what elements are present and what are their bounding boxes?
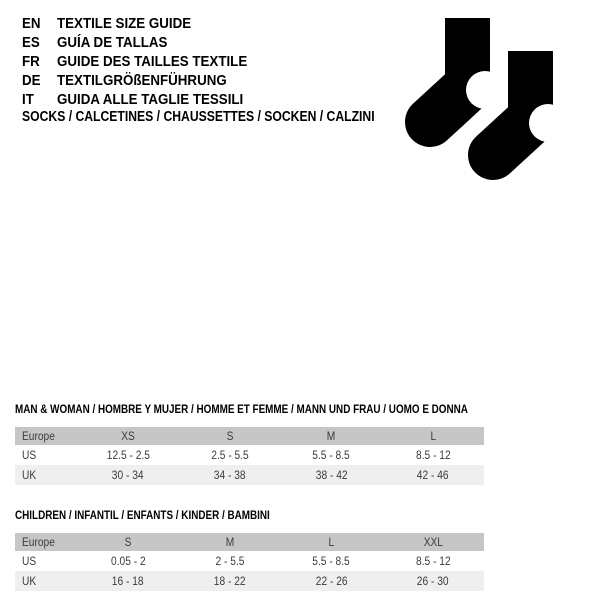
language-code: EN [22, 15, 41, 32]
row-label: US [22, 448, 37, 462]
size-value: 5.5 - 8.5 [312, 448, 351, 462]
column-header-size: M [281, 427, 383, 445]
size-value: 26 - 30 [417, 574, 449, 588]
language-code: ES [22, 34, 40, 51]
language-label: GUIDE DES TAILLES TEXTILE [57, 53, 248, 70]
size-row-us [15, 551, 484, 571]
column-header-size: M [179, 533, 281, 551]
size-table-adults [15, 427, 484, 485]
sock-back [430, 18, 504, 122]
socks-icon [390, 0, 600, 190]
size-header-row [15, 533, 484, 551]
language-row-it [22, 90, 264, 109]
size-row-uk [15, 465, 484, 485]
size-value: 18 - 22 [213, 574, 246, 588]
size-value: 8.5 - 12 [415, 448, 451, 462]
size-row-us [15, 445, 484, 465]
column-header-size: XS [77, 427, 179, 445]
size-value: 2 - 5.5 [215, 554, 245, 568]
language-row-fr [22, 52, 264, 71]
size-value: 30 - 34 [111, 468, 144, 482]
language-label: GUIDA ALLE TAGLIE TESSILI [57, 91, 244, 108]
column-header-size: S [77, 533, 179, 551]
size-value: 42 - 46 [417, 468, 449, 482]
size-value: 16 - 18 [111, 574, 144, 588]
language-code: IT [22, 91, 34, 108]
language-list [22, 14, 264, 109]
column-header-region: Europe [15, 427, 77, 445]
column-header-size: S [179, 427, 281, 445]
size-header-row [15, 427, 484, 445]
language-code: FR [22, 53, 40, 70]
language-label: GUÍA DE TALLAS [57, 34, 168, 51]
language-row-en [22, 14, 264, 33]
language-row-es [22, 33, 264, 52]
column-header-region: Europe [15, 533, 77, 551]
language-code: DE [22, 72, 41, 89]
column-header-size: L [382, 427, 484, 445]
table-title-adults: MAN & WOMAN / HOMBRE Y MUJER / HOMME ET FEMME / MANN UND FRAU / UOMO E DONNA [15, 404, 468, 416]
size-table-children [15, 533, 484, 591]
column-header-size: L [281, 533, 383, 551]
row-label: US [22, 554, 37, 568]
table-title-children: CHILDREN / INFANTIL / ENFANTS / KINDER / BAMBINI [15, 510, 270, 522]
column-header-size: XXL [382, 533, 484, 551]
size-row-uk [15, 571, 484, 591]
product-category-line: SOCKS / CALCETINES / CHAUSSETTES / SOCKEN / CALZINI [22, 109, 375, 125]
size-value: 5.5 - 8.5 [312, 554, 351, 568]
language-row-de [22, 71, 264, 90]
language-label: TEXTILE SIZE GUIDE [57, 15, 192, 32]
size-value: 0.05 - 2 [110, 554, 146, 568]
row-label: UK [22, 574, 37, 588]
size-value: 12.5 - 2.5 [106, 448, 150, 462]
size-value: 34 - 38 [213, 468, 246, 482]
language-label: TEXTILGRÖßENFÜHRUNG [57, 72, 227, 89]
size-value: 2.5 - 5.5 [210, 448, 249, 462]
size-value: 22 - 26 [315, 574, 348, 588]
size-value: 8.5 - 12 [415, 554, 451, 568]
sock-front [493, 51, 567, 155]
size-value: 38 - 42 [315, 468, 348, 482]
row-label: UK [22, 468, 37, 482]
